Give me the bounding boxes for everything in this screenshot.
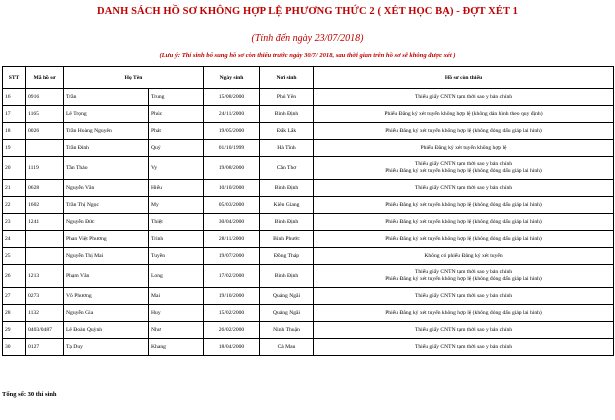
cell-ho-so-con-thieu — [314, 140, 614, 157]
cell-ho: Nguyễn Đức — [64, 214, 149, 231]
table-row — [3, 214, 614, 231]
header-ma-ho-so: Mã hồ sơ — [26, 67, 64, 89]
missing-item: Thiếu giấy CNTN tạm thời sao y bản chính — [414, 292, 513, 299]
missing-item: Phiếu Đăng ký xét tuyển không hợp lệ (không đóng dấu giáp lai hình) — [385, 309, 542, 316]
cell-stt: 26 — [3, 265, 26, 288]
cell-ho-so-con-thieu — [314, 305, 614, 322]
cell-noi-sinh: Ninh Thuận — [260, 322, 314, 339]
cell-ma-ho-so — [26, 140, 64, 157]
header-ho-ten: Họ Tên — [64, 67, 204, 89]
cell-ho: Nguyễn Văn — [64, 180, 149, 197]
cell-ngay-sinh: 15/02/2000 — [204, 305, 260, 322]
cell-noi-sinh: Hà Tĩnh — [260, 140, 314, 157]
cell-ho-so-con-thieu — [314, 339, 614, 356]
cell-ngay-sinh: 15/08/2000 — [204, 89, 260, 106]
cell-stt: 19 — [3, 140, 26, 157]
cell-ma-ho-so — [26, 248, 64, 265]
document-note: (Lưu ý: Thí sinh bổ sung hồ sơ còn thiếu trước ngày 30/7/ 2018, sau thời gian trên hồ sơ sẽ không được xét ) — [159, 52, 456, 59]
cell-noi-sinh: Cần Thơ — [260, 157, 314, 180]
table-row — [3, 305, 614, 322]
cell-stt: 30 — [3, 339, 26, 356]
cell-ho-so-con-thieu — [314, 157, 614, 180]
missing-item: Phiếu Đăng ký xét tuyển không hợp lệ (không dán hình theo quy định) — [384, 110, 543, 117]
total-count: Tổng số: 30 thí sinh — [2, 391, 57, 398]
cell-ngay-sinh: 24/11/2000 — [204, 106, 260, 123]
cell-ho: Trần Thị Ngọc — [64, 197, 149, 214]
missing-item: Phiếu Đăng ký xét tuyển không hợp lệ (không đóng dấu giáp lai hình) — [385, 235, 542, 242]
cell-noi-sinh: Bình Định — [260, 106, 314, 123]
cell-ma-ho-so: 1241 — [26, 214, 64, 231]
cell-ma-ho-so: 1132 — [26, 305, 64, 322]
cell-noi-sinh: Cà Mau — [260, 339, 314, 356]
cell-ho-so-con-thieu — [314, 248, 614, 265]
document-title: DANH SÁCH HỒ SƠ KHÔNG HỢP LỆ PHƯƠNG THỨC 2 ( XÉT HỌC BẠ) - ĐỢT XÉT 1 — [97, 6, 518, 17]
table-row — [3, 123, 614, 140]
cell-stt: 27 — [3, 288, 26, 305]
missing-item: Phiếu Đăng ký xét tuyển không hợp lệ (không đóng dấu giáp lai hình) — [385, 127, 542, 134]
missing-item: Phiếu Đăng ký xét tuyển không hợp lệ (không đóng dấu giáp lai hình) — [385, 201, 542, 208]
document-subtitle: (Tính đến ngày 23/07/2018) — [251, 33, 364, 44]
cell-ho-so-con-thieu — [314, 180, 614, 197]
cell-ngay-sinh: 28/11/2000 — [204, 231, 260, 248]
missing-item: Thiếu giấy CNTN tạm thời sao y bản chính — [414, 269, 513, 276]
cell-stt: 20 — [3, 157, 26, 180]
cell-ho-so-con-thieu — [314, 231, 614, 248]
cell-ho: Lê Trọng — [64, 106, 149, 123]
missing-item: Không có phiếu Đăng ký xét tuyển — [424, 252, 503, 259]
cell-ngay-sinh: 18/04/2000 — [204, 339, 260, 356]
applicant-table — [2, 66, 614, 356]
cell-ma-ho-so: 0628 — [26, 180, 64, 197]
cell-ten: Huy — [149, 305, 204, 322]
cell-ma-ho-so: 0916 — [26, 89, 64, 106]
cell-ma-ho-so: 0273 — [26, 288, 64, 305]
cell-stt: 25 — [3, 248, 26, 265]
cell-ngay-sinh: 01/10/1999 — [204, 140, 260, 157]
cell-stt: 23 — [3, 214, 26, 231]
cell-noi-sinh: Đồng Tháp — [260, 248, 314, 265]
cell-noi-sinh: Quảng Ngãi — [260, 305, 314, 322]
cell-ten: Phúc — [149, 106, 204, 123]
table-row — [3, 180, 614, 197]
cell-ho-so-con-thieu — [314, 322, 614, 339]
table-header-row — [3, 67, 614, 89]
cell-noi-sinh: Bình Phước — [260, 231, 314, 248]
table-row — [3, 106, 614, 123]
missing-item: Phiếu Đăng ký xét tuyển không hợp lệ — [420, 144, 507, 151]
cell-ten: Khang — [149, 339, 204, 356]
missing-item: Thiếu giấy CNTN tạm thời sao y bản chính — [414, 343, 513, 350]
cell-noi-sinh: Quảng Ngãi — [260, 288, 314, 305]
cell-ho-so-con-thieu — [314, 106, 614, 123]
cell-ho: Võ Phương — [64, 288, 149, 305]
missing-item: Thiếu giấy CNTN tạm thời sao y bản chính — [414, 184, 513, 191]
header-stt: STT — [3, 67, 26, 89]
cell-ma-ho-so: 1213 — [26, 265, 64, 288]
cell-ho: Phan Việt Phương — [64, 231, 149, 248]
cell-ngay-sinh: 19/07/2000 — [204, 248, 260, 265]
cell-ten: Phát — [149, 123, 204, 140]
cell-ho: Trần Đình — [64, 140, 149, 157]
missing-item: Thiếu giấy CNTN tạm thời sao y bản chính — [414, 326, 513, 333]
cell-stt: 28 — [3, 305, 26, 322]
cell-noi-sinh: Bình Định — [260, 180, 314, 197]
table-row — [3, 322, 614, 339]
table-row — [3, 288, 614, 305]
table-row — [3, 197, 614, 214]
cell-ten: Trinh — [149, 231, 204, 248]
cell-ngay-sinh: 19/05/2000 — [204, 123, 260, 140]
cell-ngay-sinh: 05/03/2000 — [204, 197, 260, 214]
table-row — [3, 140, 614, 157]
cell-stt: 17 — [3, 106, 26, 123]
cell-ma-ho-so: 1165 — [26, 106, 64, 123]
missing-item: Phiếu Đăng ký xét tuyển không hợp lệ (không đóng dấu giáp lai hình) — [385, 218, 542, 225]
cell-ho: Nguyễn Thị Mai — [64, 248, 149, 265]
cell-ho: Tần Thảo — [64, 157, 149, 180]
table-row — [3, 339, 614, 356]
cell-ngay-sinh: 30/04/2000 — [204, 214, 260, 231]
header-ngay-sinh: Ngày sinh — [204, 67, 260, 89]
cell-ho: Trần Hoàng Nguyên — [64, 123, 149, 140]
missing-item: Phiếu Đăng ký xét tuyển không hợp lệ (không đóng dấu giáp lai hình) — [385, 276, 542, 282]
cell-stt: 22 — [3, 197, 26, 214]
cell-ho-so-con-thieu — [314, 89, 614, 106]
cell-ten: Mai — [149, 288, 204, 305]
cell-ho-so-con-thieu — [314, 288, 614, 305]
cell-stt: 24 — [3, 231, 26, 248]
cell-noi-sinh: Phú Yên — [260, 89, 314, 106]
cell-ten: Tuyền — [149, 248, 204, 265]
missing-item: Thiếu giấy CNTN tạm thời sao y bản chính — [414, 161, 513, 168]
cell-ngay-sinh: 10/10/2000 — [204, 180, 260, 197]
cell-ho-so-con-thieu — [314, 197, 614, 214]
cell-ma-ho-so: 1119 — [26, 157, 64, 180]
table-row — [3, 265, 614, 288]
cell-stt: 16 — [3, 89, 26, 106]
cell-ngay-sinh: 26/02/2000 — [204, 322, 260, 339]
cell-ho: Nguyễn Gia — [64, 305, 149, 322]
cell-ten: Long — [149, 265, 204, 288]
missing-item: Phiếu Đăng ký xét tuyển không hợp lệ (không đóng dấu giáp lai hình) — [385, 168, 542, 174]
cell-ngay-sinh: 19/08/2000 — [204, 157, 260, 180]
cell-stt: 29 — [3, 322, 26, 339]
table-row — [3, 157, 614, 180]
cell-noi-sinh: Bình Định — [260, 265, 314, 288]
cell-ho: Tạ Duy — [64, 339, 149, 356]
table-body — [3, 89, 614, 356]
cell-ten: Thiệt — [149, 214, 204, 231]
cell-ma-ho-so: 0127 — [26, 339, 64, 356]
cell-ten: Như — [149, 322, 204, 339]
cell-ngay-sinh: 19/10/2000 — [204, 288, 260, 305]
cell-ten: My — [149, 197, 204, 214]
cell-ho-so-con-thieu — [314, 265, 614, 288]
cell-ma-ho-so — [26, 231, 64, 248]
cell-ho: Lê Đoàn Quỳnh — [64, 322, 149, 339]
table-row — [3, 89, 614, 106]
cell-ma-ho-so: 0026 — [26, 123, 64, 140]
missing-item: Thiếu giấy CNTN tạm thời sao y bản chính — [414, 93, 513, 100]
table-row — [3, 248, 614, 265]
cell-ho-so-con-thieu — [314, 214, 614, 231]
cell-ngay-sinh: 17/02/2000 — [204, 265, 260, 288]
cell-ho-so-con-thieu — [314, 123, 614, 140]
cell-ten: Vy — [149, 157, 204, 180]
cell-ten: Hiếu — [149, 180, 204, 197]
cell-ten: Quý — [149, 140, 204, 157]
cell-noi-sinh: Bình Định — [260, 214, 314, 231]
header-noi-sinh: Nơi sinh — [260, 67, 314, 89]
table-row — [3, 231, 614, 248]
cell-stt: 21 — [3, 180, 26, 197]
cell-ho: Phạm Văn — [64, 265, 149, 288]
cell-ma-ho-so: 0403/0487 — [26, 322, 64, 339]
header-ho-so-con-thieu: Hồ sơ còn thiếu — [314, 67, 614, 89]
cell-ma-ho-so: 1602 — [26, 197, 64, 214]
cell-stt: 18 — [3, 123, 26, 140]
cell-noi-sinh: Đắk Lắk — [260, 123, 314, 140]
cell-noi-sinh: Kiên Giang — [260, 197, 314, 214]
cell-ten: Trung — [149, 89, 204, 106]
cell-ho: Trần — [64, 89, 149, 106]
